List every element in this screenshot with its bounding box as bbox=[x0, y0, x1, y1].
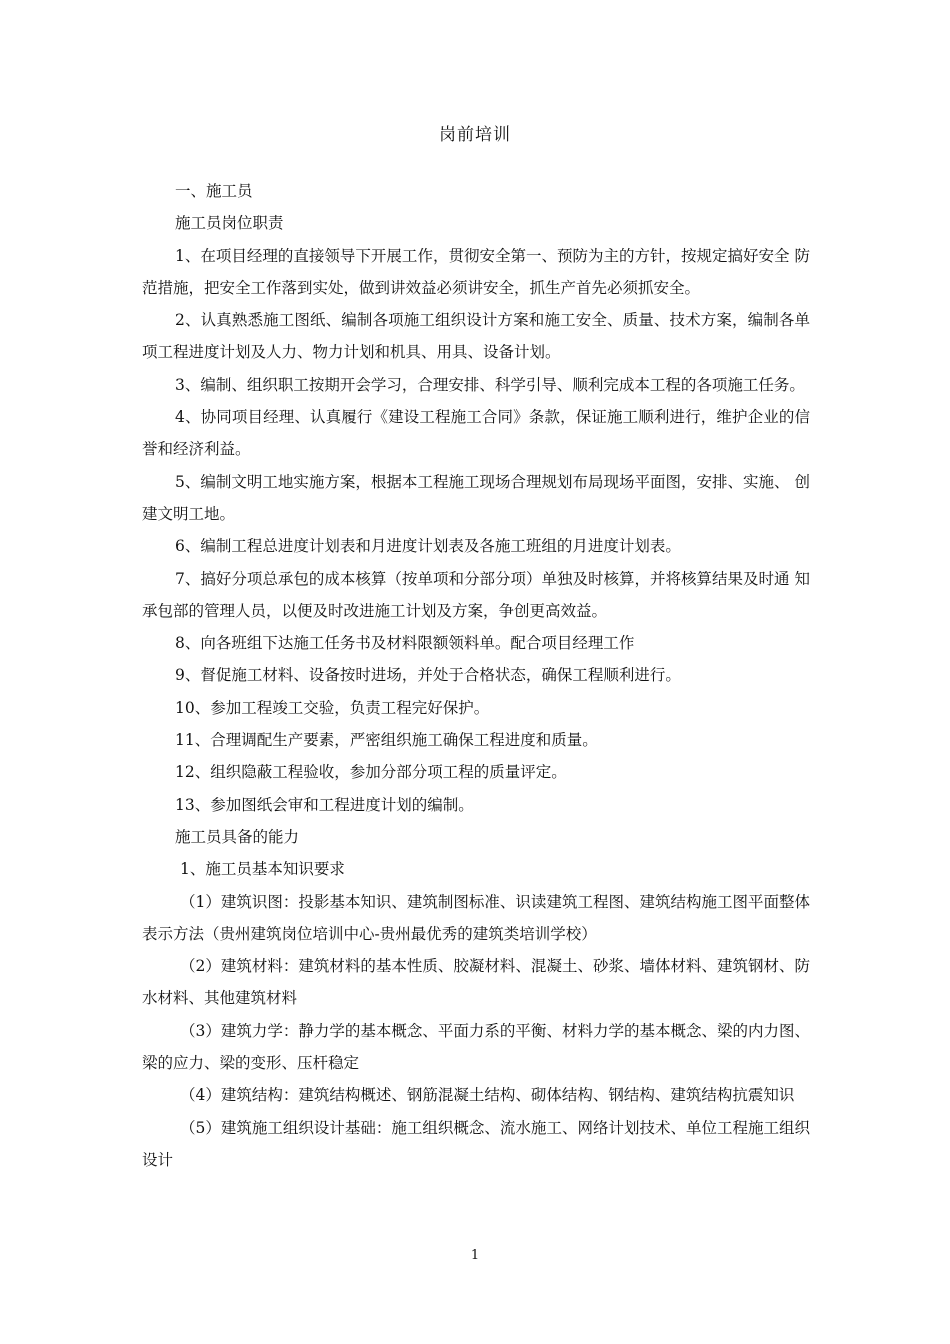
subsection-heading: 施工员具备的能力 bbox=[175, 827, 300, 846]
page-number: 1 bbox=[470, 1248, 480, 1263]
duty-item-8: 8、向各班组下达施工任务书及材料限额领料单。配合项目经理工作 bbox=[175, 634, 635, 653]
duty-item-10: 10、参加工程竣工交验，负责工程完好保护。 bbox=[175, 698, 490, 717]
duty-item-9: 9、督促施工材料、设备按时进场，并处于合格状态，确保工程顺利进行。 bbox=[175, 666, 681, 685]
duty-item-13: 13、参加图纸会审和工程进度计划的编制。 bbox=[175, 795, 474, 814]
duty-item-4: 4、协同项目经理、认真履行《建设工程施工合同》条款，保证施工顺利进行，维护企业的信誉和经济利益。 bbox=[142, 408, 810, 459]
knowledge-item-3: （3）建筑力学：静力学的基本概念、平面力系的平衡、材料力学的基本概念、梁的内力图、梁的应力、梁的变形、压杆稳定 bbox=[142, 1021, 810, 1073]
knowledge-item-4: （4）建筑结构：建筑结构概述、钢筋混凝土结构、砌体结构、钢结构、建筑结构抗震知识 bbox=[180, 1086, 795, 1105]
knowledge-item-2: （2）建筑材料：建筑材料的基本性质、胶凝材料、混凝土、砂浆、墙体材料、建筑钢材、防水材料、其他建筑材料 bbox=[142, 957, 810, 1008]
duty-item-3: 3、编制、组织职工按期开会学习，合理安排、科学引导、顺利完成本工程的各项施工任务。 bbox=[175, 375, 805, 394]
document-title: 岗前培训 bbox=[439, 125, 511, 145]
duty-item-5: 5、编制文明工地实施方案，根据本工程施工现场合理规划布局现场平面图，安排、实施、 创建文明工地。 bbox=[142, 472, 810, 523]
subsection-heading: 施工员岗位职责 bbox=[175, 214, 284, 233]
duty-item-6: 6、编制工程总进度计划表和月进度计划表及各施工班组的月进度计划表。 bbox=[175, 537, 681, 556]
document-body bbox=[142, 175, 810, 1176]
duty-item-1: 1、在项目经理的直接领导下开展工作，贯彻安全第一、预防为主的方针，按规定搞好安全 防范措施，把安全工作落到实处，做到讲效益必须讲安全，抓生产首先必须抓安全。 bbox=[142, 246, 810, 297]
duty-item-7: 7、搞好分项总承包的成本核算（按单项和分部分项）单独及时核算，并将核算结果及时通 知承包部的管理人员，以便及时改进施工计划及方案，争创更高效益。 bbox=[142, 569, 810, 620]
knowledge-heading: 1、施工员基本知识要求 bbox=[180, 860, 345, 879]
knowledge-item-1: （1）建筑识图：投影基本知识、建筑制图标准、识读建筑工程图、建筑结构施工图平面整体表示方法（贵州建筑岗位培训中心-贵州最优秀的建筑类培训学校） bbox=[142, 892, 810, 943]
duty-item-12: 12、组织隐蔽工程验收，参加分部分项工程的质量评定。 bbox=[175, 763, 567, 782]
section-heading: 一、施工员 bbox=[175, 182, 253, 200]
duty-item-2: 2、认真熟悉施工图纸、编制各项施工组织设计方案和施工安全、质量、技术方案，编制各单项工程进度计划及人力、物力计划和机具、用具、设备计划。 bbox=[142, 311, 810, 362]
knowledge-item-5: （5）建筑施工组织设计基础：施工组织概念、流水施工、网络计划技术、单位工程施工组织设计 bbox=[142, 1118, 810, 1169]
duty-item-11: 11、合理调配生产要素，严密组织施工确保工程进度和质量。 bbox=[175, 731, 598, 750]
